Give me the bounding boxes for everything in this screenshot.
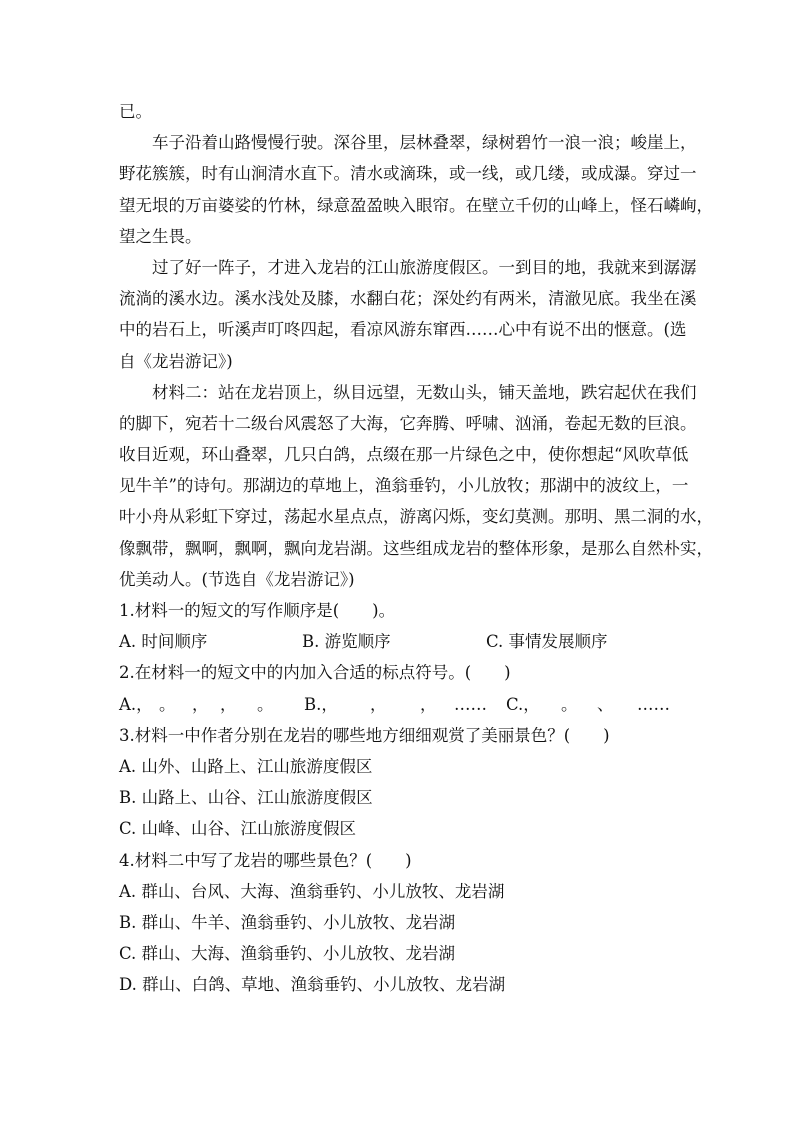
passage-paragraph-2 xyxy=(119,252,697,377)
passage-paragraph-material-2 xyxy=(119,377,713,595)
option-c-mark: …… xyxy=(637,694,670,714)
passage-line: 的脚下，宛若十二级台风震怒了大海，它奔腾、呼啸、汹涌，卷起无数的巨浪。 xyxy=(119,413,697,433)
option-a-mark: ， xyxy=(220,694,237,714)
option-a-mark: ， xyxy=(192,694,209,714)
question-stem: 4.材料二中写了龙岩的哪些景色？( ) xyxy=(119,850,412,870)
option-c-mark: 、 xyxy=(597,694,614,714)
question-options xyxy=(119,689,675,720)
option-b-mark: ， xyxy=(370,694,387,714)
option-c-mark: 。 xyxy=(561,694,578,714)
passage-line: 像飘带，飘啊，飘啊，飘向龙岩湖。这些组成龙岩的整体形象，是那么自然朴实， xyxy=(119,538,713,558)
option-b: B. 山路上、山谷、江山旅游度假区 xyxy=(119,788,373,808)
option-b-mark: ， xyxy=(420,694,437,714)
passage-line: 优美动人。(节选自《龙岩游记》) xyxy=(119,569,355,589)
option-c: C. 事情发展顺序 xyxy=(486,632,608,652)
option-c-mark: C.， xyxy=(506,694,540,714)
page-content xyxy=(119,96,713,1000)
passage-line: 收目近观，环山叠翠，几只白鸽，点缀在那一片绿色之中，使你想起“风吹草低 xyxy=(119,445,689,465)
option-b: B. 群山、牛羊、渔翁垂钓、小儿放牧、龙岩湖 xyxy=(119,912,456,932)
option-a: A. 群山、台风、大海、渔翁垂钓、小儿放牧、龙岩湖 xyxy=(119,881,505,901)
question-stem: 1.材料一的短文的写作顺序是( )。 xyxy=(119,601,396,620)
option-c: C. 山峰、山谷、江山旅游度假区 xyxy=(119,819,357,839)
passage-line: 车子沿着山路慢慢行驶。深谷里，层林叠翠，绿树碧竹一浪一浪；峻崖上， xyxy=(152,133,697,153)
question-1 xyxy=(119,595,675,657)
passage-line: 叶小舟从彩虹下穿过，荡起水星点点，游离闪烁，变幻莫测。那明、黑二洞的水， xyxy=(119,507,713,527)
option-b-mark: B.， xyxy=(304,694,338,714)
question-4 xyxy=(119,845,675,1001)
passage-line: 已。 xyxy=(119,102,152,121)
option-b: B. 游览顺序 xyxy=(302,632,391,652)
passage-line: 望之生畏。 xyxy=(119,226,202,246)
question-2 xyxy=(119,657,675,719)
passage-line: 望无垠的万亩婆娑的竹林，绿意盈盈映入眼帘。在壁立千仞的山峰上，怪石嶙峋， xyxy=(119,195,713,215)
option-c: C. 群山、大海、渔翁垂钓、小儿放牧、龙岩湖 xyxy=(119,944,456,964)
option-a: A. 时间顺序 xyxy=(119,632,208,652)
question-stem: 3.材料一中作者分别在龙岩的哪些地方细细观赏了美丽景色？( ) xyxy=(119,725,610,745)
passage-line: 自《龙岩游记》) xyxy=(119,351,233,371)
passage-line: 流淌的溪水边。溪水浅处及膝，水翻白花；深处约有两米，清澈见底。我坐在溪 xyxy=(119,289,697,309)
question-stem: 2.在材料一的短文中的内加入合适的标点符号。( ) xyxy=(119,663,511,683)
passage-paragraph-1 xyxy=(119,127,713,252)
option-b-mark: …… xyxy=(454,694,487,714)
passage-line: 野花簇簇，时有山涧清水直下。清水或滴珠，或一线，或几缕，或成瀑。穿过一 xyxy=(119,164,697,184)
passage-line: 见牛羊”的诗句。那湖边的草地上，渔翁垂钓，小儿放牧；那湖中的波纹上，一 xyxy=(119,476,689,496)
passage-line: 材料二：站在龙岩顶上，纵目远望，无数山头，铺天盖地，跌宕起伏在我们 xyxy=(152,382,697,402)
question-3 xyxy=(119,720,675,845)
option-a-mark: A.， xyxy=(119,694,153,714)
passage-line: 过了好一阵子，才进入龙岩的江山旅游度假区。一到目的地，我就来到潺潺 xyxy=(152,257,697,277)
option-a-mark: 。 xyxy=(257,694,274,714)
question-options xyxy=(119,626,675,657)
passage-line: 中的岩石上，听溪声叮咚四起，看凉风游东窜西……心中有说不出的惬意。(选 xyxy=(119,320,687,340)
option-a-mark: 。 xyxy=(159,694,176,714)
option-a: A. 山外、山路上、江山旅游度假区 xyxy=(119,756,373,776)
option-d: D. 群山、白鸽、草地、渔翁垂钓、小儿放牧、龙岩湖 xyxy=(119,975,506,995)
